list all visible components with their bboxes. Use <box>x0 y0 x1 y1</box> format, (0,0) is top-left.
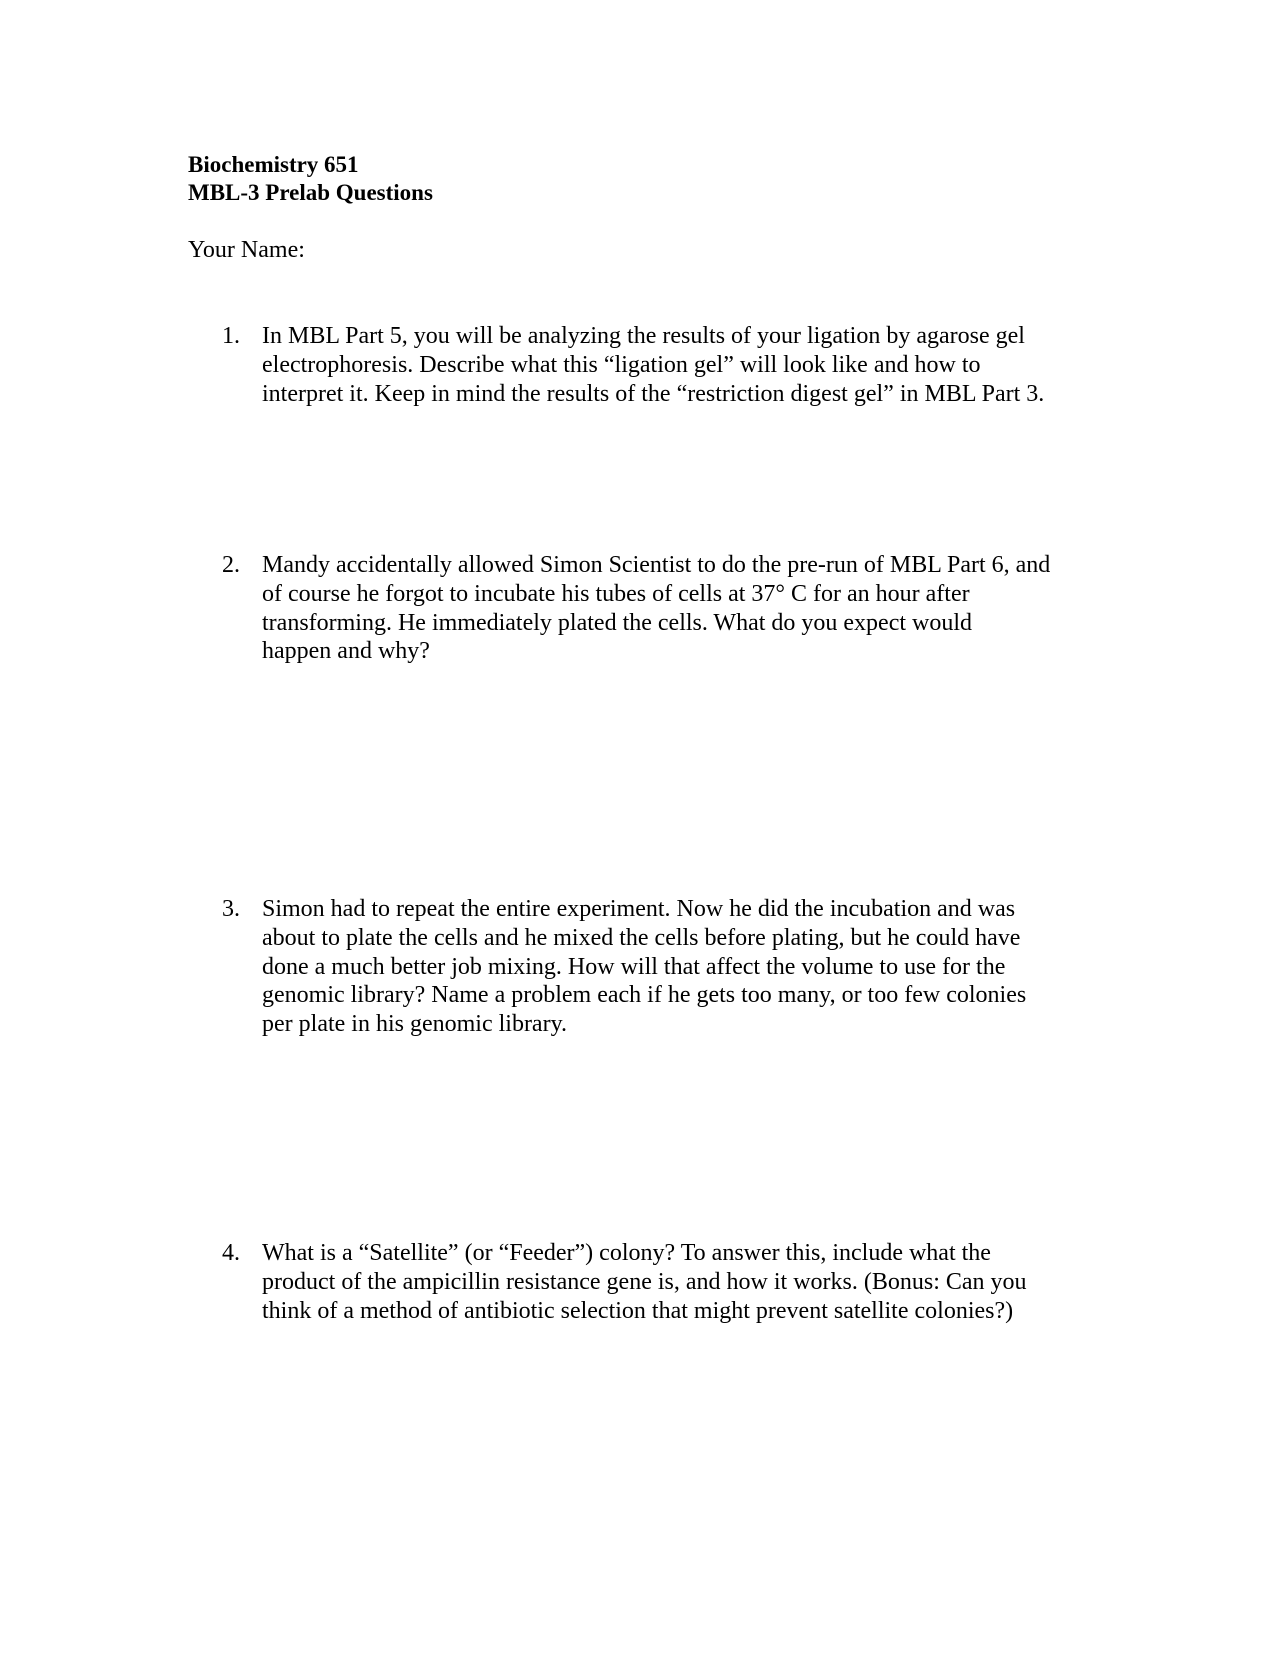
question-line: happen and why? <box>262 638 430 665</box>
question-number: 4. <box>222 1240 240 1266</box>
question-line: transforming. He immediately plated the cells. What do you expect would <box>262 609 973 636</box>
question-line: interpret it. Keep in mind the results of the “restriction digest gel” in MBL Part 3. <box>262 380 1045 407</box>
document-header <box>188 151 433 207</box>
question-text <box>262 551 1104 666</box>
question-3 <box>222 895 1102 1039</box>
question-line: about to plate the cells and he mixed the cells before plating, but he could have <box>262 924 1021 951</box>
question-number: 1. <box>222 323 240 349</box>
question-text <box>262 322 1104 408</box>
question-line: Simon had to repeat the entire experiment. Now he did the incubation and was <box>262 896 1016 922</box>
question-1 <box>222 322 1102 408</box>
question-number: 2. <box>222 552 240 578</box>
question-line: electrophoresis. Describe what this “ligation gel” will look like and how to <box>262 351 981 378</box>
question-line: What is a “Satellite” (or “Feeder”) colony? To answer this, include what the <box>262 1240 991 1266</box>
question-line: think of a method of antibiotic selection that might prevent satellite colonies?) <box>262 1297 1014 1324</box>
question-line: Mandy accidentally allowed Simon Scientist to do the pre-run of MBL Part 6, and <box>262 552 1051 578</box>
document-title: MBL-3 Prelab Questions <box>188 180 433 205</box>
question-text <box>262 895 1104 1039</box>
question-text <box>262 1239 1104 1325</box>
question-line: In MBL Part 5, you will be analyzing the results of your ligation by agarose gel <box>262 323 1025 349</box>
question-line: product of the ampicillin resistance gene is, and how it works. (Bonus: Can you <box>262 1268 1027 1295</box>
question-line: done a much better job mixing. How will that affect the volume to use for the <box>262 953 1006 980</box>
question-line: of course he forgot to incubate his tubes of cells at 37° C for an hour after <box>262 580 970 607</box>
your-name-label: Your Name: <box>188 237 305 263</box>
question-4 <box>222 1239 1102 1325</box>
course-title: Biochemistry 651 <box>188 152 359 177</box>
question-line: genomic library? Name a problem each if he gets too many, or too few colonies <box>262 982 1027 1009</box>
question-number: 3. <box>222 896 240 922</box>
question-line: per plate in his genomic library. <box>262 1011 568 1038</box>
question-2 <box>222 551 1102 666</box>
